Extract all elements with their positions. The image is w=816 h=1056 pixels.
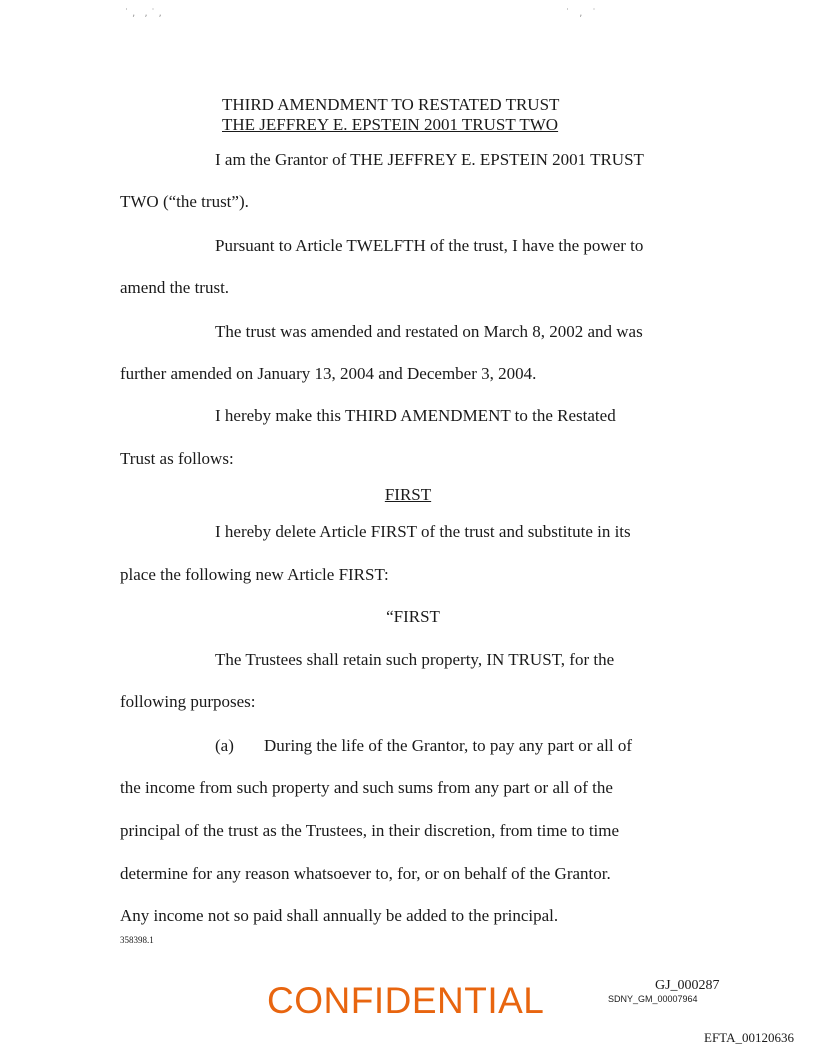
paragraph-1-line-1: I am the Grantor of THE JEFFREY E. EPSTEIN 2001 TRUST: [215, 150, 644, 169]
section-heading-first: [0, 485, 816, 505]
paragraph-6-line-2: following purposes:: [120, 692, 256, 711]
paragraph-a-line-1: During the life of the Grantor, to pay any part or all of: [264, 736, 633, 755]
quoted-first-heading: “FIRST: [386, 607, 440, 626]
paragraph-a-line-4: determine for any reason whatsoever to, for, or on behalf of the Grantor.: [120, 864, 611, 883]
title-line-2: THE JEFFREY E. EPSTEIN 2001 TRUST TWO: [222, 115, 559, 134]
paragraph-2-line-1: Pursuant to Article TWELFTH of the trust, I have the power to: [215, 236, 644, 255]
paragraph-6-line-1: The Trustees shall retain such property, IN TRUST, for the: [215, 650, 615, 669]
paragraph-2-line-2: amend the trust.: [120, 278, 230, 297]
paragraph-5-line-1: I hereby delete Article FIRST of the trust and substitute in its: [215, 522, 631, 541]
paragraph-4-line-1: I hereby make this THIRD AMENDMENT to the Restated: [215, 406, 616, 425]
efta-bates-number: EFTA_00120636: [704, 1030, 794, 1045]
scan-speck: ˙‚ ‚˙‚: [124, 8, 165, 19]
paragraph-a-line-3: principal of the trust as the Trustees, in their discretion, from time to time: [120, 821, 620, 840]
scan-speck: ˙ ‚ ˙: [565, 8, 600, 19]
section-first-label: FIRST: [384, 485, 432, 504]
paragraph-3-line-2: further amended on January 13, 2004 and December 3, 2004.: [120, 364, 537, 383]
paragraph-3-line-1: The trust was amended and restated on March 8, 2002 and was: [215, 322, 643, 341]
paragraph-a-line-2: the income from such property and such sums from any part or all of the: [120, 778, 613, 797]
paragraph-4-line-2: Trust as follows:: [120, 449, 234, 468]
paragraph-a-label: (a): [215, 736, 234, 755]
gj-bates-number: GJ_000287: [655, 978, 720, 993]
paragraph-1-line-2: TWO (“the trust”).: [120, 192, 249, 211]
document-number: 358398.1: [120, 935, 154, 945]
paragraph-a-line-5: Any income not so paid shall annually be added to the principal.: [120, 906, 559, 925]
paragraph-5-line-2: place the following new Article FIRST:: [120, 565, 389, 584]
title-line-1: THIRD AMENDMENT TO RESTATED TRUST: [222, 95, 560, 114]
confidential-stamp: CONFIDENTIAL: [267, 980, 545, 1021]
sdny-bates-number: SDNY_GM_00007964: [608, 994, 698, 1004]
